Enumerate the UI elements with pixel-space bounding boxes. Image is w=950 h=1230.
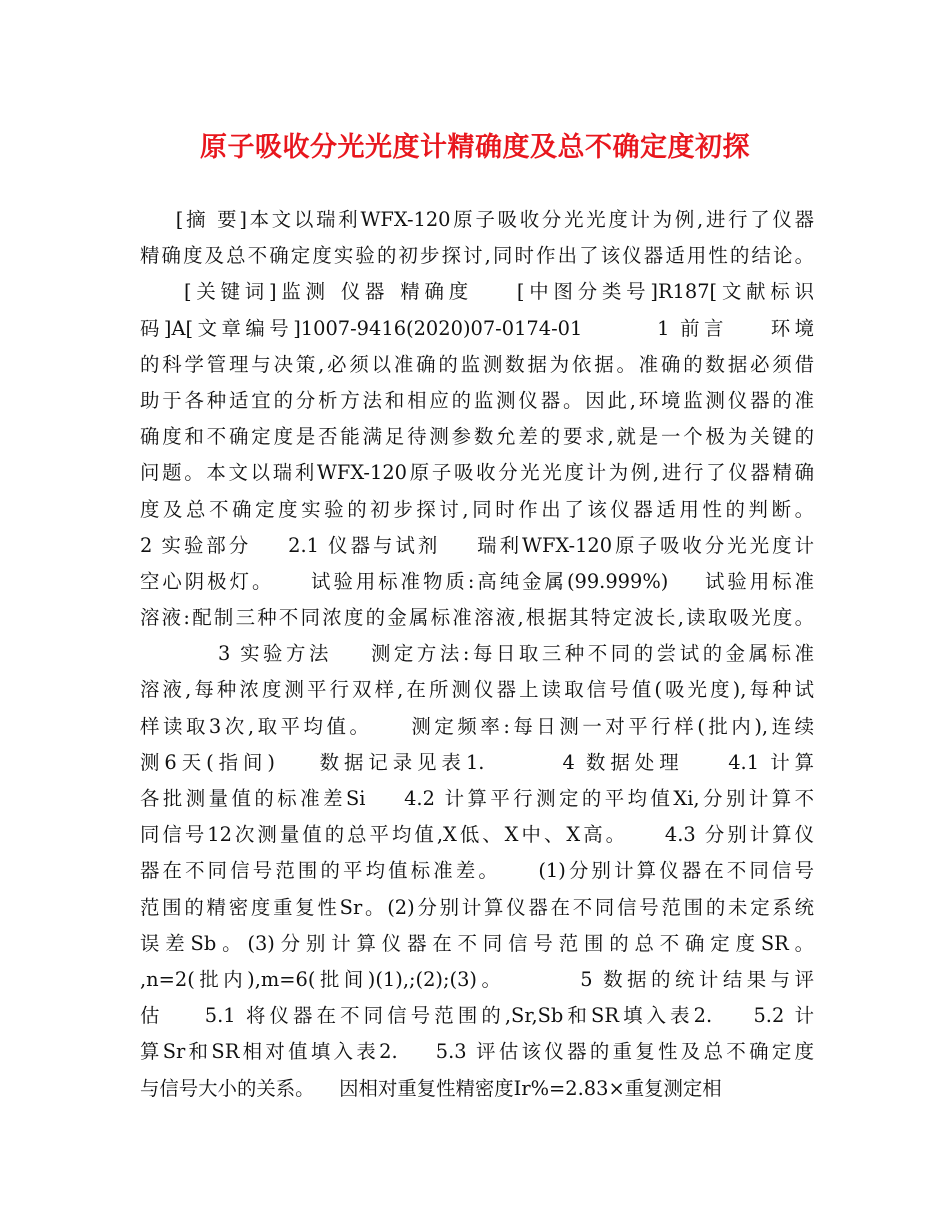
body-line: 3 实验方法 测定方法:每日取三种不同的尝试的金属标准 [140,642,814,666]
body-line: 空心阴极灯。 试验用标准物质:高纯金属(99.999%) 试验用标准 [140,569,814,593]
body-line: 助于各种适宜的分析方法和相应的监测仪器。因此,环境监测仪器的准 [140,388,814,412]
document-body [140,202,814,1107]
body-line: 问题。本文以瑞利WFX-120原子吸收分光光度计为例,进行了仪器精确 [140,461,814,485]
body-line: 误差Sb。(3)分别计算仪器在不同信号范围的总不确定度SR。 [140,931,814,955]
body-line: 各批测量值的标准差Si 4.2 计算平行测定的平均值Xi,分别计算不 [140,787,814,810]
body-line: 度及总不确定度实验的初步探讨,同时作出了该仪器适用性的判断。 [140,497,814,521]
body-line: 2 实验部分 2.1 仪器与试剂 瑞利WFX-120原子吸收分光光度计 [140,533,814,557]
body-line: [摘 要]本文以瑞利WFX-120原子吸收分光光度计为例,进行了仪器 [140,208,814,231]
body-line: 同信号12次测量值的总平均值,X低、X中、X高。 4.3 分别计算仪 [140,823,814,847]
body-line: 器在不同信号范围的平均值标准差。 (1)分别计算仪器在不同信号 [140,859,814,883]
body-line: 测6天(指间) 数据记录见表1. 4 数据处理 4.1 计算 [140,750,814,774]
body-line: 溶液,每种浓度测平行双样,在所测仪器上读取信号值(吸光度),每种试 [140,678,814,702]
body-line: 码]A[文章编号]1007-9416(2020)07-0174-01 1 前言 环境 [140,316,814,340]
body-line: 估 5.1 将仪器在不同信号范围的,Sr,Sb和SR填入表2. 5.2 计 [140,1004,814,1028]
body-line: 与信号大小的关系。 因相对重复性精密度Ir%=2.83×重复测定相 [140,1076,722,1100]
body-line: 溶液:配制三种不同浓度的金属标准溶液,根据其特定波长,读取吸光度。 [140,606,814,630]
body-line: 算Sr和SR相对值填入表2. 5.3 评估该仪器的重复性及总不确定度 [140,1040,814,1064]
body-line: 精确度及总不确定度实验的初步探讨,同时作出了该仪器适用性的结论。 [140,244,814,268]
body-line: 范围的精密度重复性Sr。(2)分别计算仪器在不同信号范围的未定系统 [140,895,814,919]
body-line: 确度和不确定度是否能满足待测参数允差的要求,就是一个极为关键的 [140,425,814,449]
body-line: 的科学管理与决策,必须以准确的监测数据为依据。准确的数据必须借 [140,352,814,376]
body-line: ,n=2(批内),m=6(批间)(1),;(2);(3)。 5 数据的统计结果与评 [140,967,814,991]
document-title: 原子吸收分光光度计精确度及总不确定度初探 [200,132,750,163]
body-line: [关键词]监测 仪器 精确度 [中图分类号]R187[文献标识 [140,280,814,304]
body-line: 样读取3次,取平均值。 测定频率:每日测一对平行样(批内),连续 [140,714,814,738]
